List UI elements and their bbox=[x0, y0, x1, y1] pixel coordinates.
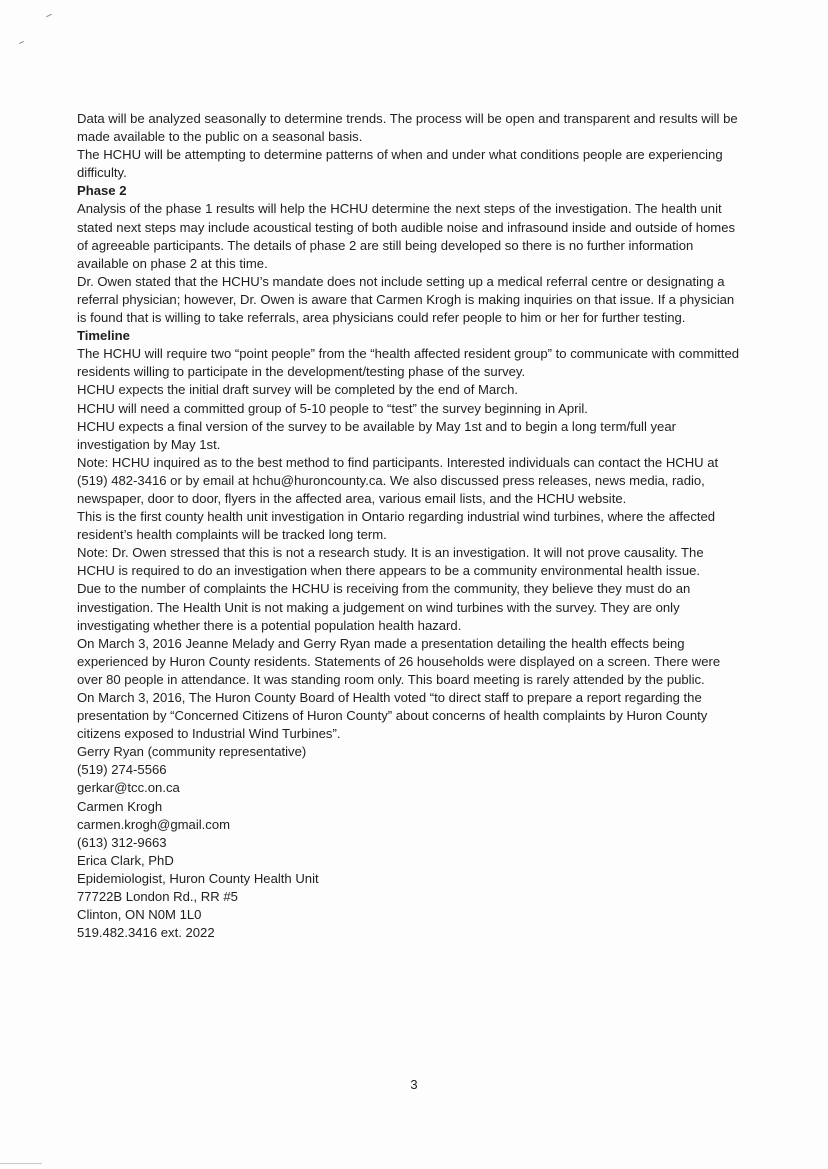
body-paragraph: Data will be analyzed seasonally to determine trends. The process will be open and transparent and results will be made available to the public on a seasonal basis. bbox=[77, 111, 738, 145]
contact-line: 519.482.3416 ext. 2022 bbox=[77, 925, 215, 941]
section-heading-timeline: Timeline bbox=[77, 328, 130, 344]
scan-artifact bbox=[0, 1163, 42, 1164]
contact-line: (613) 312-9663 bbox=[77, 834, 167, 850]
body-paragraph: The HCHU will require two “point people” from the “health affected resident group” to communicate with committed residents willing to participate in the development/testing phase of the survey. bbox=[77, 346, 740, 380]
body-paragraph: On March 3, 2016, The Huron County Board of Health voted “to direct staff to prepare a report regarding the presentation by “Concerned Citizens of Huron County” about concerns of health complaints by Huron County citizens exposed to Industrial Wind Turbines”. bbox=[77, 690, 708, 742]
body-paragraph: The HCHU will be attempting to determine patterns of when and under what conditions people are experiencing difficulty. bbox=[77, 147, 723, 181]
contact-line: gerkar@tcc.on.ca bbox=[77, 780, 180, 796]
contact-line: Epidemiologist, Huron County Health Unit bbox=[77, 870, 319, 886]
body-paragraph: This is the first county health unit investigation in Ontario regarding industrial wind turbines, where the affected resident’s health complaints will be tracked long term. bbox=[77, 509, 716, 543]
scan-artifact bbox=[19, 41, 24, 44]
body-paragraph: HCHU expects a final version of the survey to be available by May 1st and to begin a long term/full year investigation by May 1st. bbox=[77, 418, 676, 452]
document-body bbox=[77, 110, 745, 942]
contact-line: Gerry Ryan (community representative) bbox=[77, 744, 307, 760]
body-paragraph: On March 3, 2016 Jeanne Melady and Gerry Ryan made a presentation detailing the health effects being experienced by Huron County residents. Statements of 26 households were displayed on a screen. There were over 80 people in attendance. It was standing room only. This board meeting is rarely attended by the public. bbox=[77, 635, 721, 687]
page-number: 3 bbox=[410, 1077, 418, 1092]
body-paragraph: Note: HCHU inquired as to the best method to find participants. Interested individuals can contact the HCHU at (519) 482-3416 or by email at hchu@huroncounty.ca. We also discussed press releases, news media, radio, newspaper, door to door, flyers in the affected area, various email lists, and the HCHU website. bbox=[77, 454, 719, 506]
section-heading-phase-2: Phase 2 bbox=[77, 183, 127, 199]
body-paragraph: HCHU will need a committed group of 5-10 people to “test” the survey beginning in April. bbox=[77, 400, 588, 416]
body-paragraph: HCHU expects the initial draft survey will be completed by the end of March. bbox=[77, 382, 519, 398]
scan-artifact bbox=[46, 14, 52, 17]
body-paragraph: Note: Dr. Owen stressed that this is not a research study. It is an investigation. It will not prove causality. The HCHU is required to do an investigation when there appears to be a community environmental health issue. bbox=[77, 545, 704, 579]
contact-line: carmen.krogh@gmail.com bbox=[77, 816, 231, 832]
contact-line: 77722B London Rd., RR #5 bbox=[77, 889, 238, 905]
body-paragraph: Due to the number of complaints the HCHU is receiving from the community, they believe they must do an investigation. The Health Unit is not making a judgement on wind turbines with the survey. They are only investigating whether there is a potential population health hazard. bbox=[77, 581, 691, 633]
body-paragraph: Analysis of the phase 1 results will help the HCHU determine the next steps of the investigation. The health unit stated next steps may include acoustical testing of both audible noise and infrasound inside and outside of homes of agreeable participants. The details of phase 2 are still being developed so there is no further information available on phase 2 at this time. bbox=[77, 201, 736, 271]
contact-line: Clinton, ON N0M 1L0 bbox=[77, 907, 202, 923]
body-paragraph: Dr. Owen stated that the HCHU’s mandate does not include setting up a medical referral centre or designating a referral physician; however, Dr. Owen is aware that Carmen Krogh is making inquiries on that issue. If a physician is found that is willing to take referrals, area physicians could refer people to him or her for further testing. bbox=[77, 273, 735, 326]
contact-line: Erica Clark, PhD bbox=[77, 852, 174, 868]
contact-line: (519) 274-5566 bbox=[77, 762, 167, 778]
contact-line: Carmen Krogh bbox=[77, 798, 163, 814]
